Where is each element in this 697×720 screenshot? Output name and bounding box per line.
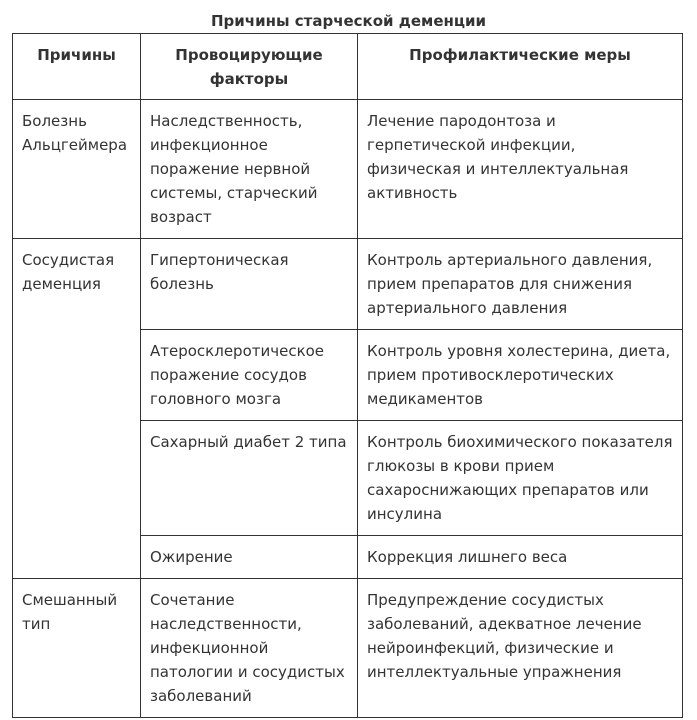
cell-measure: Лечение пародонтоза и герпетической инфекции, физическая и интеллектуальная активность	[358, 100, 683, 239]
cell-factor: Гипертоническая болезнь	[141, 239, 358, 330]
cell-measure: Контроль уровня холестерина, диета, прием противосклеротических медикаментов	[358, 330, 683, 421]
cell-factor: Ожирение	[141, 536, 358, 579]
table-title: Причины старческой деменции	[210, 12, 486, 30]
cell-cause: Смешанный тип	[13, 579, 141, 718]
cell-factor: Сахарный диабет 2 типа	[141, 421, 358, 536]
cell-measure: Контроль артериального давления, прием препаратов для снижения артериального давления	[358, 239, 683, 330]
header-causes: Причины	[13, 34, 141, 100]
cell-measure: Контроль биохимического показателя глюкозы в крови прием сахароснижающих препаратов или инсулина	[358, 421, 683, 536]
cell-factor: Атеросклеротическое поражение сосудов головного мозга	[141, 330, 358, 421]
cell-cause: Болезнь Альцгеймера	[13, 100, 141, 239]
cell-measure: Коррекция лишнего веса	[358, 536, 683, 579]
cell-measure: Предупреждение сосудистых заболеваний, адекватное лечение нейроинфекций, физические и интеллектуальные упражнения	[358, 579, 683, 718]
cell-factor: Наследственность, инфекционное поражение нервной системы, старческий возраст	[141, 100, 358, 239]
dementia-causes-table	[12, 33, 683, 718]
header-measures: Профилактические меры	[358, 34, 683, 100]
table-row	[13, 100, 683, 239]
header-row	[13, 34, 683, 100]
cell-cause: Сосудистая деменция	[13, 239, 141, 579]
cell-factor: Сочетание наследственности, инфекционной патологии и сосудистых заболеваний	[141, 579, 358, 718]
header-factors: Провоцирующие факторы	[141, 34, 358, 100]
table-row	[13, 239, 683, 330]
table-row	[13, 579, 683, 718]
